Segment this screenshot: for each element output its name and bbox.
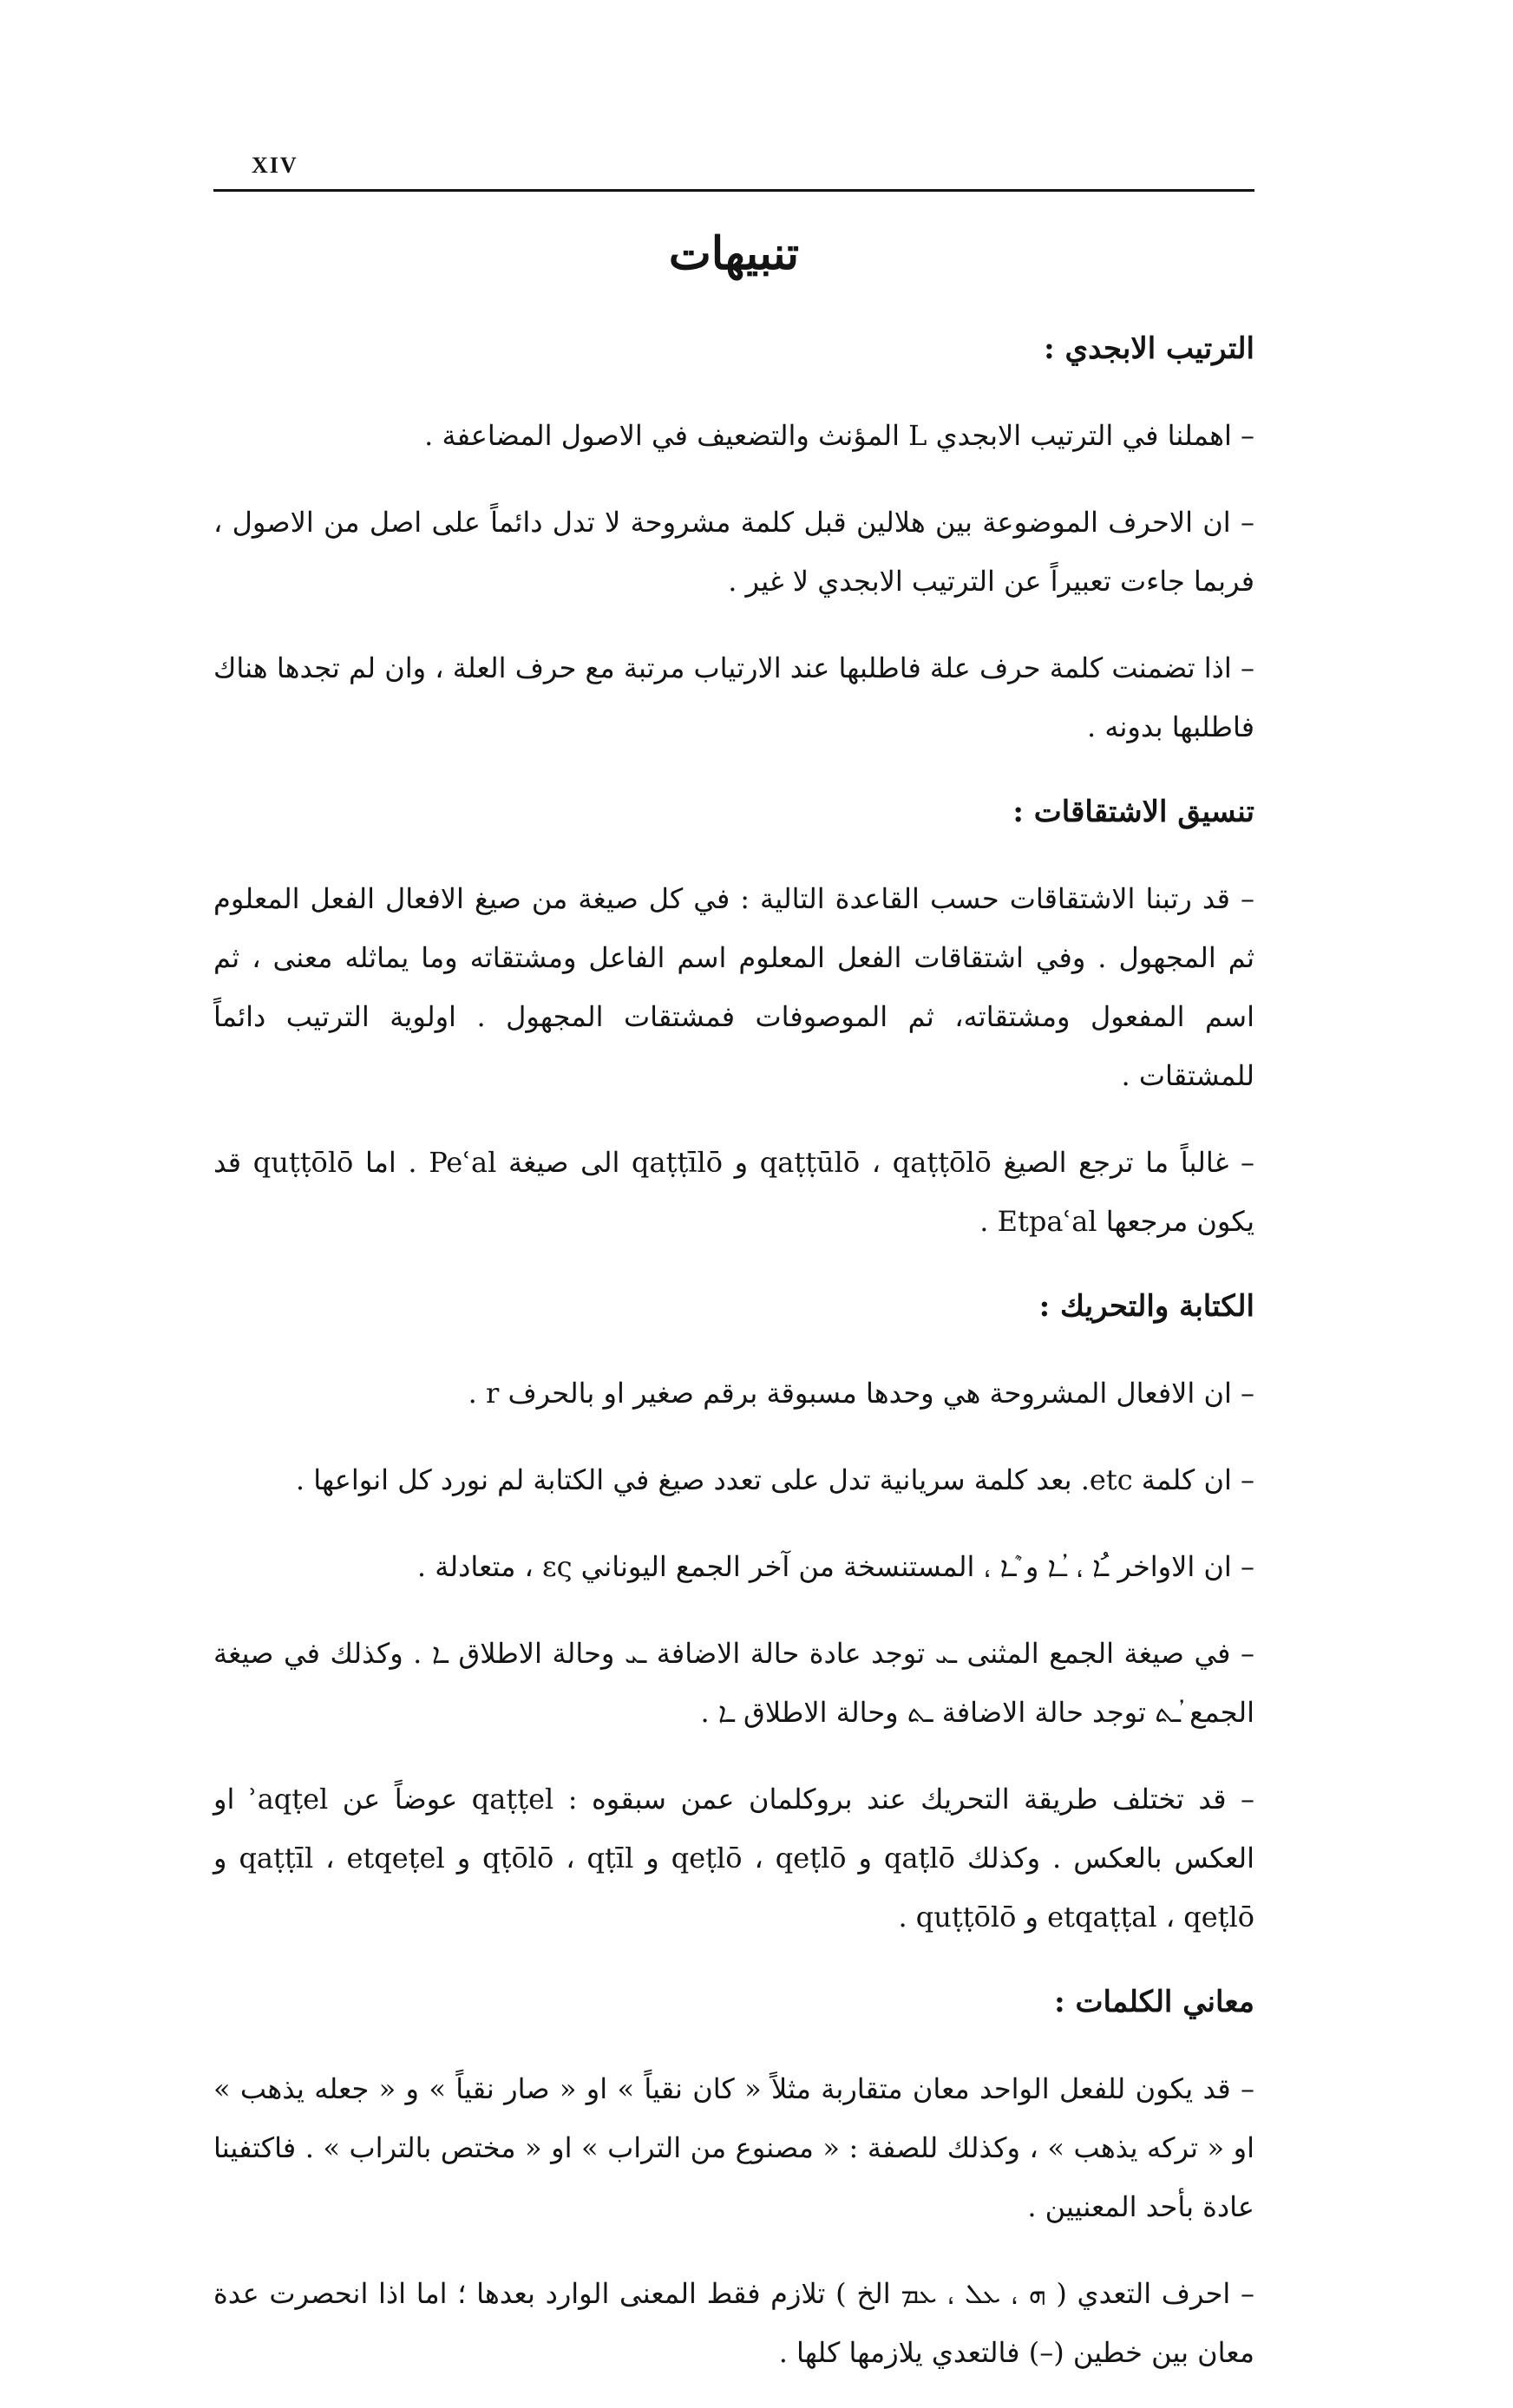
paragraph: – قد يكون للفعل الواحد معان متقاربة مثلاً « كان نقياً » او « صار نقياً » و « جعله يذهب » او « تركه يذهب » ، وكذلك للصفة : « مصنوع من التراب » او « مختص بالتراب » . فاكتفينا عادة بأحد المعنيين .: [213, 2072, 1254, 2223]
section-heading: معاني الكلمات :: [1054, 1985, 1254, 2019]
section-heading: تنسيق الاشتقاقات :: [1012, 795, 1254, 829]
section-word-meanings: [213, 1973, 1254, 2382]
document-body: [213, 319, 1254, 2408]
paragraph: – ان كلمة etc. بعد كلمة سريانية تدل على تعدد صيغ في الكتابة لم نورد كل انواعها .: [295, 1463, 1254, 1496]
paragraph: – ان الاحرف الموضوعة بين هلالين قبل كلمة مشروحة لا تدل دائماً على اصل من الاصول ، فربما جاءت تعبيراً عن الترتيب الابجدي لا غير .: [213, 506, 1254, 598]
section-writing-vocalization: [213, 1277, 1254, 1947]
header-rule: [213, 189, 1254, 192]
section-alphabetical-order: [213, 319, 1254, 756]
paragraph: – ان الافعال المشروحة هي وحدها مسبوقة برقم صغير او بالحرف r .: [468, 1377, 1254, 1410]
paragraph: – في صيغة الجمع المثنى ـܝ توجد عادة حالة الاضافة ـܝ وحالة الاطلاق ـܐ . وكذلك في صيغة الجمع ـܳܬ توجد حالة الاضافة ـܬ وحالة الاطلاق ـܐ .: [213, 1637, 1254, 1729]
page-title: تنبيهات: [668, 227, 800, 280]
page-number: XIV: [252, 153, 298, 178]
paragraph: – احرف التعدي ( ܗ ، ܥܠ ، ܥܡ الخ ) تلازم فقط المعنى الوارد بعدها ؛ اما اذا انحصرت عدة معان بين خطين (–) فالتعدي يلازمها كلها .: [213, 2277, 1254, 2369]
paragraph: – قد تختلف طريقة التحريك عند بروكلمان عمن سبقوه : qaṭṭel عوضاً عن ʾaqṭel او العكس بالعكس . وكذلك qaṭlō و qeṭlō ، qeṭlō و qṭōlō ، qṭīl و qaṭṭīl ، etqeṭel و etqaṭṭal ، qeṭlō و quṭṭōlō .: [213, 1783, 1255, 1934]
section-heading: الترتيب الابجدي :: [1044, 331, 1254, 366]
section-derivations: [213, 782, 1254, 1251]
paragraph: – غالباً ما ترجع الصيغ qaṭṭūlō ، qaṭṭōlō و qaṭṭīlō الى صيغة Peʿal . اما quṭṭōlō قد يكون مرجعها Etpaʿal .: [213, 1146, 1254, 1238]
paragraph: – اذا تضمنت كلمة حرف علة فاطلبها عند الارتياب مرتبة مع حرف العلة ، وان لم تجدها هناك فاطلبها بدونه .: [213, 651, 1254, 743]
paragraph: – اهملنا في الترتيب الابجدي L المؤنث والتضعيف في الاصول المضاعفة .: [424, 419, 1254, 452]
paragraph: – قد رتبنا الاشتقاقات حسب القاعدة التالية : في كل صيغة من صيغ الافعال الفعل المعلوم ثم المجهول . وفي اشتقاقات الفعل المعلوم اسم الفاعل ومشتقاته وما يماثله معنى ، ثم اسم المفعول ومشتقاته، ثم الموصوفات فمشتقات المجهول . اولوية الترتيب دائماً للمشتقات .: [213, 882, 1255, 1092]
paragraph: – ان الاواخر ـُܐ ، ـܳܐ و ـܶܐ ، المستنسخة من آخر الجمع اليوناني ες ، متعادلة .: [416, 1550, 1254, 1583]
section-heading: الكتابة والتحريك :: [1038, 1289, 1254, 1324]
